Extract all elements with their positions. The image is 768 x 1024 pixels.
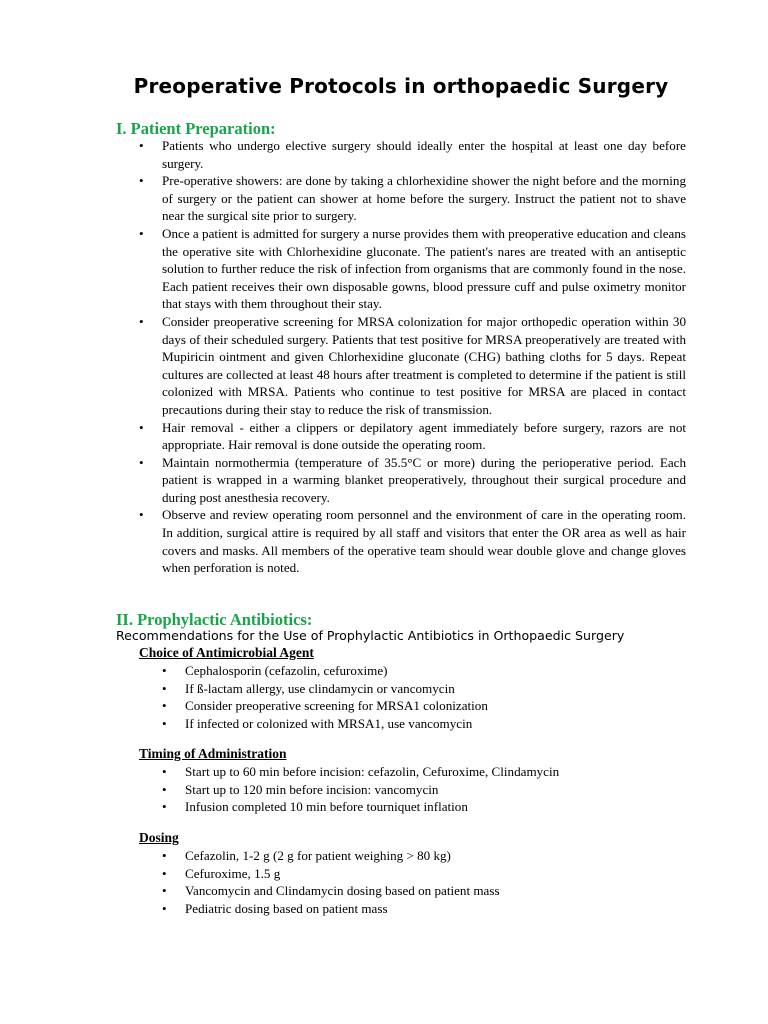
- list-item: • Cefuroxime, 1.5 g: [159, 865, 679, 883]
- section-heading-prophylactic-antibiotics: II. Prophylactic Antibiotics:: [116, 610, 313, 629]
- list-item: • Infusion completed 10 min before tourniquet inflation: [159, 798, 679, 816]
- list-item: • Start up to 60 min before incision: cefazolin, Cefuroxime, Clindamycin: [159, 763, 679, 781]
- list-item: • Vancomycin and Clindamycin dosing based on patient mass: [159, 882, 679, 900]
- list-item: • Pre-operative showers: are done by taking a chlorhexidine shower the night before and the morning of surgery or the patient can shower at home before the surgery. Instruct the patient not to shave near the surgical site prior to surgery.: [136, 172, 686, 225]
- list-item: • Hair removal - either a clippers or depilatory agent immediately before surgery, razors are not appropriate. Hair removal is done outside the operating room.: [136, 419, 686, 454]
- list-item: • Consider preoperative screening for MRSA colonization for major orthopedic operation within 30 days of their scheduled surgery. Patients that test positive for MRSA preoperatively are treated with Mupiricin ointment and given Chlorhexidine gluconate (CHG) bathing cloths for 5 days. Repeat cultures are collected at least 48 hours after treatment is completed to determine if the patient is still colonized with MRSA. Patients who continue to test positive for MRSA are placed in contact precautions during their stay to reduce the risk of transmission.: [136, 313, 686, 419]
- list-item: • Observe and review operating room personnel and the environment of care in the operating room. In addition, surgical attire is required by all staff and visitors that enter the OR area as well as hair covers and masks. All members of the operative team should wear double glove and change gloves when perforation is noted.: [136, 506, 686, 576]
- subheading-timing-of-administration: Timing of Administration: [139, 746, 287, 761]
- list-item: • Patients who undergo elective surgery should ideally enter the hospital at least one day before surgery.: [136, 137, 686, 172]
- timing-list: [159, 763, 679, 816]
- list-item: • If ß-lactam allergy, use clindamycin or vancomycin: [159, 680, 679, 698]
- document-title: Preoperative Protocols in orthopaedic Surgery: [133, 74, 669, 98]
- list-item: • Once a patient is admitted for surgery a nurse provides them with preoperative education and cleans the operative site with Chlorhexidine gluconate. The patient's nares are treated with an antiseptic solution to further reduce the risk of infection from organisms that are commonly found in the nose. Each patient receives their own disposable gowns, blood pressure cuff and pulse oximetry monitor that stays with them throughout their stay.: [136, 225, 686, 313]
- list-item: • Maintain normothermia (temperature of 35.5°C or more) during the perioperative period. Each patient is wrapped in a warming blanket preoperatively, throughout their surgical procedure and during post anesthesia recovery.: [136, 454, 686, 507]
- list-item: • If infected or colonized with MRSA1, use vancomycin: [159, 715, 679, 733]
- list-item: • Consider preoperative screening for MRSA1 colonization: [159, 697, 679, 715]
- patient-preparation-list: [136, 137, 686, 577]
- section-heading-patient-preparation: I. Patient Preparation:: [116, 119, 276, 138]
- choice-of-agent-list: [159, 662, 679, 732]
- list-item: • Pediatric dosing based on patient mass: [159, 900, 679, 918]
- subheading-dosing: Dosing: [139, 830, 179, 845]
- list-item: • Cephalosporin (cefazolin, cefuroxime): [159, 662, 679, 680]
- list-item: • Cefazolin, 1-2 g (2 g for patient weighing > 80 kg): [159, 847, 679, 865]
- list-item: • Start up to 120 min before incision: vancomycin: [159, 781, 679, 799]
- dosing-list: [159, 847, 679, 917]
- subheading-choice-of-agent: Choice of Antimicrobial Agent: [139, 645, 314, 660]
- recommendation-text: Recommendations for the Use of Prophylactic Antibiotics in Orthopaedic Surgery: [116, 628, 625, 643]
